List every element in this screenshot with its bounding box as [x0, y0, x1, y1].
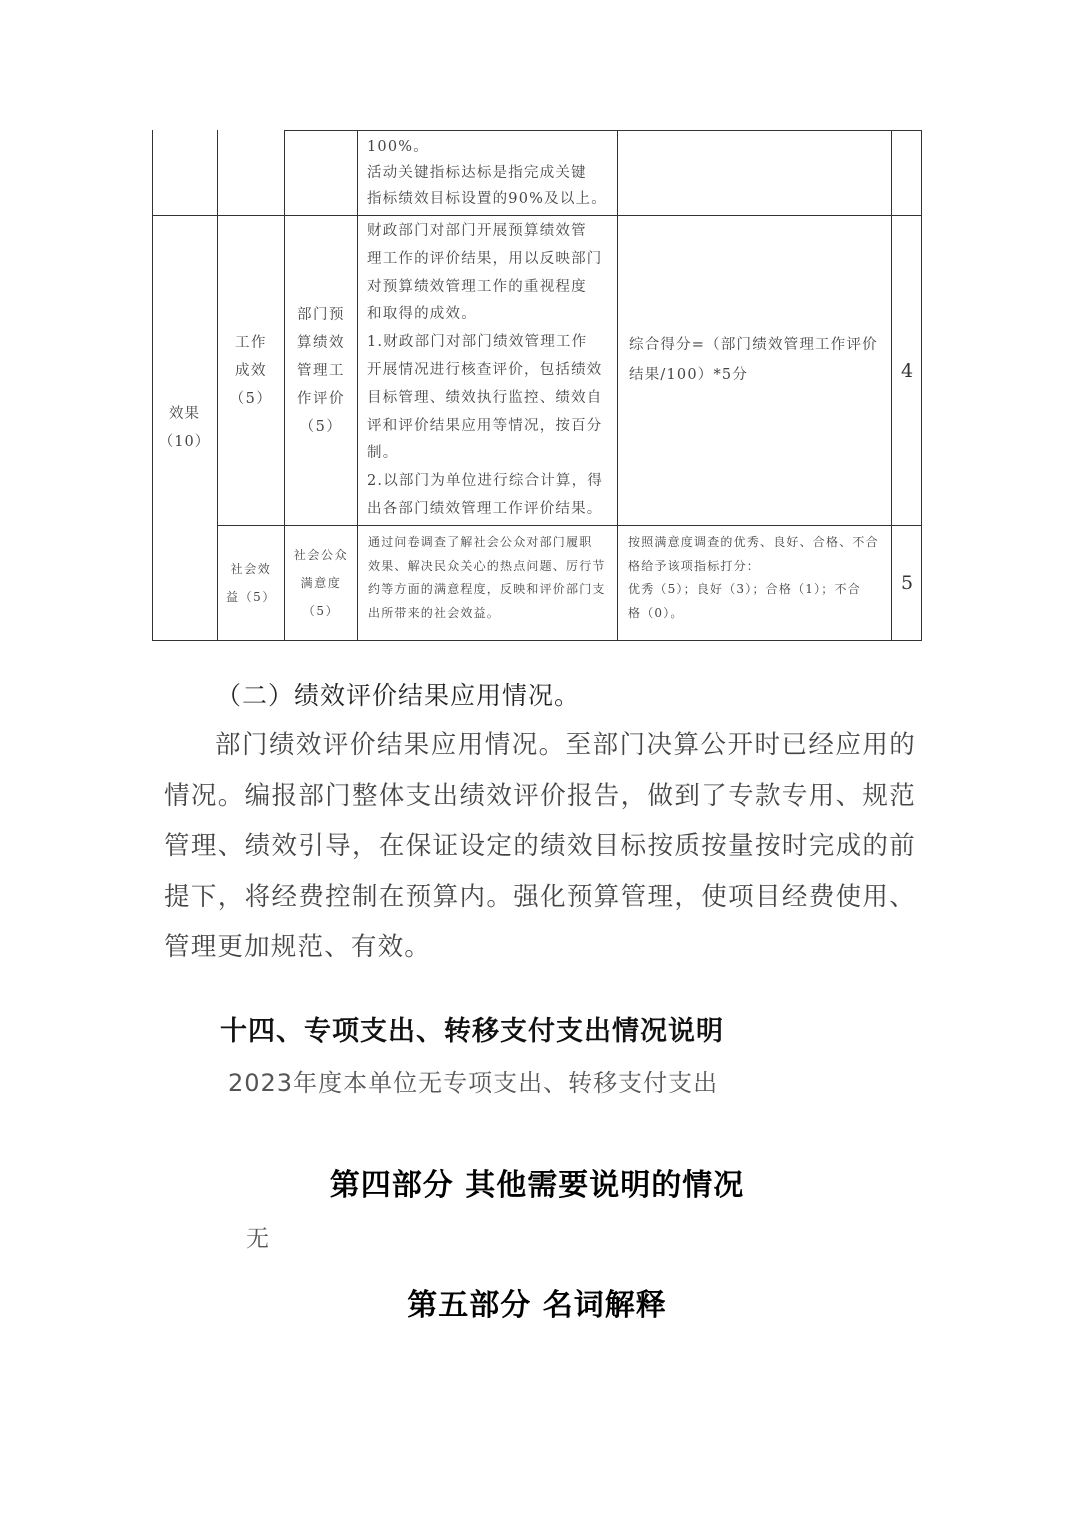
- indicator-description: 财政部门对部门开展预算绩效管 理工作的评价结果，用以反映部门 对预算绩效管理工作的重视程度 和取得的成效。 1.财政部门对部门绩效管理工作 开展情况进行核查评价，包括绩效 目标管理、绩效执行监控、绩效自 评和评价结果应用等情况，按百分 制。 2.以部门为单位进行综合计算，得 出各部门绩效管理工作评价结果。: [367, 223, 604, 517]
- part-4-heading: 第四部分 其他需要说明的情况: [329, 1168, 745, 1203]
- category-social-benefit: 社会效 益（5）: [225, 562, 277, 604]
- continued-indicator-description: 100%。 活动关键指标达标是指完成关键 指标绩效目标设置的90%及以上。: [367, 139, 607, 207]
- results-application-paragraph: 部门绩效评价结果应用情况。至部门决算公开时已经应用的情况。编报部门整体支出绩效评价报告，做到了专款专用、规范管理、绩效引导，在保证设定的绩效目标按质按量按时完成的前提下，将经费控制在预算内。强化预算管理，使项目经费使用、管理更加规范、有效。: [164, 730, 916, 962]
- performance-evaluation-table: [152, 130, 922, 640]
- part-5-heading: 第五部分 名词解释: [407, 1288, 667, 1323]
- section-heading-special-expenditure: 十四、专项支出、转移支付支出情况说明: [220, 1016, 724, 1047]
- section-heading-results-application: （二）绩效评价结果应用情况。: [216, 681, 581, 710]
- score-value: 4: [900, 359, 914, 382]
- table-line: [152, 640, 922, 641]
- table-line: [357, 130, 358, 641]
- indicator-budget-performance-evaluation: 部门预 算绩效 管理工 作评价 （5）: [297, 306, 345, 435]
- part-4-text: 无: [246, 1226, 269, 1252]
- scoring-formula: 按照满意度调查的优秀、良好、合格、不合 格给予该项指标打分： 优秀（5）；良好（3）；合格（1）；不合 格（0）。: [628, 535, 879, 620]
- table-line: [284, 130, 922, 131]
- scoring-formula: 综合得分=（部门绩效管理工作评价 结果/100）*5分: [629, 337, 878, 383]
- special-expenditure-text: 2023年度本单位无专项支出、转移支付支出: [228, 1069, 719, 1097]
- indicator-description: 通过问卷调查了解社会公众对部门履职 效果、解决民众关心的热点问题、厉行节 约等方面的满意程度，反映和评价部门支 出所带来的社会效益。: [368, 535, 606, 620]
- indicator-public-satisfaction: 社会公众 满意度 （5）: [293, 548, 349, 618]
- category-work-results: 工作 成效 （5）: [229, 334, 273, 407]
- score-value: 5: [900, 572, 914, 594]
- group-label-effect: 效果 （10）: [158, 406, 211, 450]
